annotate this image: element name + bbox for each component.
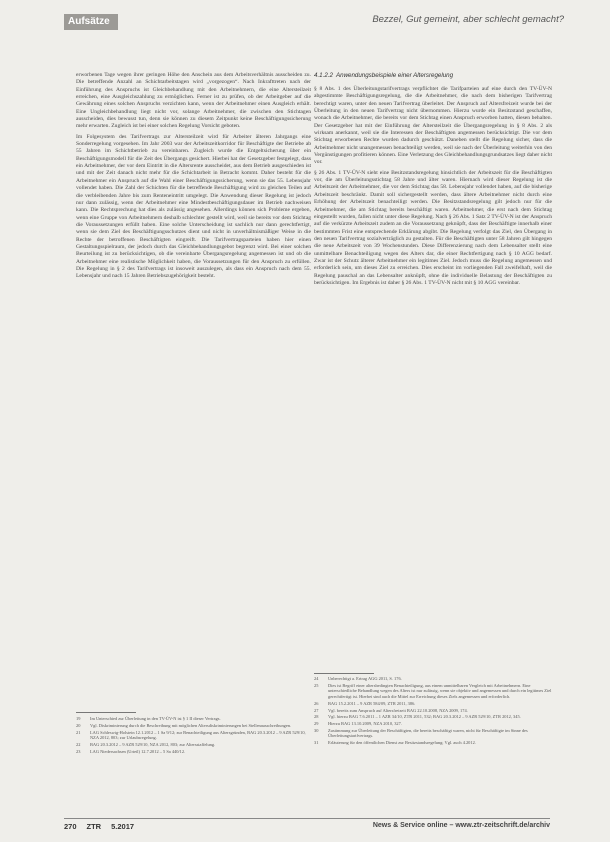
footnote (314, 708, 552, 714)
footnote (314, 676, 552, 682)
footnote-text: Hierzu BAG 13.10.2009, NZA 2010, 327. (328, 721, 402, 727)
footnote (314, 683, 552, 700)
footnote (76, 749, 311, 755)
footnote-text: Zustimmung zur Überleitung der Beschäftigten, die bereits beschäftigt waren, nicht für Beschäftigte im Sinne des Überleitungstarifvertrags. (328, 727, 528, 739)
left-column (76, 72, 311, 284)
footnote-number: 19 (76, 716, 81, 721)
footnote (76, 742, 311, 748)
footnotes-right (314, 676, 552, 747)
footnote-divider (76, 712, 136, 713)
footnote-number: 31 (314, 740, 319, 746)
footnote-text: BAG 15.2.2011 – 9 AZR 584/09, ZTR 2011, 386. (328, 700, 416, 706)
footnote (314, 740, 552, 746)
footnote-text: Vgl. hierzu BAG 7.6.2011 – 1 AZR 34/10, ZTR 2011, 532; BAG 20.3.2012 – 9 AZR 529/10, ZTR 2012, 345. (328, 714, 521, 720)
footnote-text: Erläuterung für den öffentlichen Dienst zur Besitzstandsregelung; Vgl. auch 4.2012. (328, 740, 476, 746)
journal-name: ZTR (86, 822, 102, 831)
footnote-number: 21 (76, 729, 81, 735)
footnote-text: LAG Schleswig-Holstein 12.1.2012 – 1 Sa 9/12; zur Benachteiligung aus Altersgründen, BAG 20.3.2012 – 9 AZR 529/10, NZA 2012, 803; zur Urlaubsregelung. (90, 729, 306, 741)
footnote-number: 28 (314, 714, 319, 720)
footnote (314, 721, 552, 727)
footnote-text: Vgl. bereits zum Anspruch auf Altersfreizeit BAG 22.10.2008, NZA 2009, 174. (328, 707, 468, 713)
footnote-text: Dies ist Begriff einer altersbedingten Benachteiligung, aus einem unmittelbaren Vergleich mit Arbeitnehmern. Eine unterschiedliche Behandlung wegen des Alters ist nur zulässig, wenn sie objektiv und angemessen und durch ein legitimes Ziel gerechtfertigt ist. Hierbei sind auch die Mittel zur Erreichung dieses Ziels angemessen und erforderlich. (328, 682, 552, 699)
footnote-number: 29 (314, 721, 319, 727)
footnote-text: Vgl. Diskriminierung durch die Beschreibung mit möglichen Altersdiskriminierungen bei Stellenausschreibungen. (90, 722, 292, 728)
footnote (76, 716, 311, 722)
footnote (76, 730, 311, 741)
footnote-number: 20 (76, 722, 81, 728)
right-column (314, 72, 552, 290)
footnote-number: 25 (314, 682, 319, 688)
footnote-text: BAG 20.3.2012 – 9 AZR 529/10, NZA 2012, 803; zur Altersstaffelung. (90, 741, 216, 747)
body-paragraph: § 26 Abs. 1 TV-ÜV-N sieht eine Besitzstandsregelung hinsichtlich der Arbeitszeit für die Beschäftigten vor, die am Überleitungsstichtag 58 Jahre und älter waren. Hiernach wird dieser Regelung ist die Arbeitszeit der Arbeitnehmer, die vor dem Stichtag das 58. Lebensjahr vollendet haben, auf die bisherige Arbeitszeit beschränkt. Damit soll sichergestellt werden, dass ältere Arbeitnehmer nicht durch eine Erhöhung der Arbeitszeit benachteiligt werden. Die Besitzstandsregelung gilt jedoch nur für die Arbeitnehmer, die am Stichtag bereits beschäftigt waren. Arbeitnehmer, die erst nach dem Stichtag eingestellt wurden, fallen nicht unter diese Regelung. Nach § 26 Abs. 1 Satz 2 TV-ÜV-N ist der Anspruch auf die verkürzte Arbeitszeit zudem an die Voraussetzung geknüpft, dass der Beschäftigte innerhalb einer bestimmten Frist eine entsprechende Erklärung abgibt. Die Regelung verfolgt das Ziel, den Übergang in den neuen Tarifvertrag sozialverträglich zu gestalten. Für die Beschäftigten unter 58 Jahren gilt hingegen die neue Arbeitszeit von 39 Wochenstunden. Diese Differenzierung nach dem Lebensalter stellt eine unmittelbare Benachteiligung wegen des Alters dar, die einer Rechtfertigung nach § 10 AGG bedarf. Zwar ist der Schutz älterer Arbeitnehmer ein legitimes Ziel. Jedoch muss die Regelung angemessen und erforderlich sein, um dieses Ziel zu erreichen. Dies erscheint im vorliegenden Fall zweifelhaft, weil die Regelung pauschal an das Lebensalter anknüpft, ohne die individuelle Belastung der Beschäftigten zu berücksichtigen. Im Ergebnis ist daher § 26 Abs. 1 TV-ÜV-N nicht mit § 10 AGG vereinbar. (314, 169, 552, 286)
section-number: 4.1.2.2 (314, 72, 333, 79)
footnote (314, 714, 552, 720)
running-title: Bezzel, Gut gemeint, aber schlecht gemacht? (372, 14, 564, 25)
footer-archive-link[interactable]: News & Service online – www.ztr-zeitschrift.de/archiv (372, 822, 550, 829)
page-number: 270 (64, 822, 77, 831)
footnote-number: 23 (76, 748, 81, 754)
footnotes-left (76, 716, 311, 756)
footnote (314, 728, 552, 739)
footnote-divider (314, 673, 374, 674)
section-heading (314, 72, 552, 80)
footer-left (64, 822, 144, 831)
body-paragraph: erworbenen Tage wegen ihrer geringen Höhe den Anschein aus dem Arbeitsverhältnis ausscheiden zu. Die betreffende Anzahl an Schichtarbeitstagen wird „vorgezogen“. Nach Inkrafttreten nach der Einführung des Anspruchs ist Gleichbehandlung mit den Arbeitnehmern, die eine Altersteilzeit erreichen, eine Ausgleichszahlung zu ermöglichen. Ferner ist zu prüfen, ob der Arbeitgeber auf die Gewährung eines solchen Anspruchs verzichten kann, wenn der Arbeitnehmer einen Ausgleich erhält. Eine Ungleichbehandlung liegt nicht vor, solange Arbeitnehmer, die zwischen den Stichtagen ausscheiden, dies bewusst tun, denn sie können zu diesem Zeitpunkt keine Beschäftigungssicherung mehr erwarten. Zugleich ist bei einer solchen Regelung Vorsicht geboten. (76, 72, 311, 130)
footer-rule (64, 818, 550, 819)
footnote-number: 26 (314, 700, 319, 706)
section-tab: Aufsätze (64, 14, 118, 30)
footnote (314, 701, 552, 707)
body-paragraph: Im Folgesystem des Tarifvertrags zur Altersteilzeit wird für Arbeiter älteren Jahrgangs eine Sonderregelung vorgesehen. Im Jahr 2003 war der Arbeitszeitkorridor für Beschäftigte der Betriebe ab 55 Jahren im Schichtbetrieb zu vereinbaren. Zugleich wurde die Entgeltsicherung über ein Beschäftigungsmodell für die Zeit des Übergangs gesichert. Hierbei hat der Gesetzgeber festgelegt, dass ein Arbeitnehmer, der vor dem Eintritt in die Altersrente ausscheidet, aus dem Betrieb ausgeschieden ist und mit der Zeit danach nicht mehr für die Schichtarbeit in Betracht kommt. Daher besteht für die Arbeitnehmer ein Anspruch auf die Wahl einer Beschäftigungssicherung, wenn sie das 55. Lebensjahr vollendet haben. Die Zahl der Schichten für die betreffende Beschäftigung wird zu gleichen Teilen auf die verbleibenden Jahre bis zum Renteneintritt umgelegt. Die Anwendung dieser Regelung ist jedoch nur dann zulässig, wenn der Arbeitnehmer eine Mindestbeschäftigungsdauer im Betrieb nachweisen kann. Die Rechtsprechung hat dies als zulässig angesehen. Allerdings können sich Probleme ergeben, wenn eine Gruppe von Arbeitnehmern deshalb schlechter gestellt wird, weil sie bereits vor dem Stichtag die Voraussetzungen erfüllt haben. Eine solche Unterscheidung ist sachlich nur dann gerechtfertigt, wenn sie dem Ziel des Beschäftigungsschutzes dient und nicht in unverhältnismäßiger Weise in die Rechte der betroffenen Beschäftigten eingreift. Die Tarifvertragsparteien haben hier einen Gestaltungsspielraum, der jedoch durch das Gleichbehandlungsgebot begrenzt wird. Bei einer solchen Beurteilung ist zu berücksichtigen, ob die vereinbarte Übergangsregelung angemessen ist und ob die Arbeitnehmer eine realistische Möglichkeit haben, die Voraussetzungen für den Anspruch zu erfüllen. Die Regelung in § 2 des Tarifvertrags ist insoweit auszulegen, als dass ein Anspruch nach dem 55. Lebensjahr und nach 15 Jahren Betriebszugehörigkeit besteht. (76, 133, 311, 280)
journal-issue: 5.2017 (111, 822, 135, 831)
footnote-text: Im Unterschied zur Überleitung in den TV-ÜV-N ist § 1 II dieser Vertrags. (90, 716, 221, 721)
footnote-text: Unberechtigt a. Ertrag AGG 2011, S. 176. (328, 676, 402, 681)
footnote-number: 30 (314, 727, 319, 733)
footnote-number: 24 (314, 676, 319, 681)
footnote (76, 723, 311, 729)
footnote-number: 27 (314, 707, 319, 713)
footnote-number: 22 (76, 741, 81, 747)
section-title: Anwendungsbeispiele einer Altersregelung (336, 72, 454, 79)
footnote-text: LAG Niedersachsen (Urteil) 12.7.2012 – 5 Sa 440/12. (90, 748, 186, 754)
body-paragraph: § 8 Abs. 1 des Überleitungstarifvertrags verpflichtet die Tarifparteien auf eine durch den TV-ÜV-N abgestimmte Beschäftigungsregelung, die die Arbeitnehmer, die nach dem bisherigen Tarifvertrag berechtigt waren, unter den neuen Tarifvertrag überleitet. Der Anspruch auf Altersfreizeit wurde bei der Überleitung in den neuen Tarifvertrag nicht übernommen. Hierzu wurde ein Besitzstand geschaffen, wonach die Arbeitnehmer, die bereits vor dem Stichtag einen Anspruch erworben hatten, diesen behalten. Der Gesetzgeber hat mit der Einführung der Altersteilzeit die Übergangsregelung in § 8 Abs. 2 als wirksam anerkannt, weil sie die Interessen der Beschäftigten angemessen berücksichtigt. Die vor dem Stichtag erworbenen Rechte wurden dadurch geschützt. Daneben stellt die Regelung sicher, dass die Arbeitnehmer nicht unangemessen benachteiligt werden, weil sie nach der Überleitung weiterhin von den Vergünstigungen profitieren können. Eine Verletzung des Gleichbehandlungsgrundsatzes liegt daher nicht vor. (314, 86, 552, 166)
